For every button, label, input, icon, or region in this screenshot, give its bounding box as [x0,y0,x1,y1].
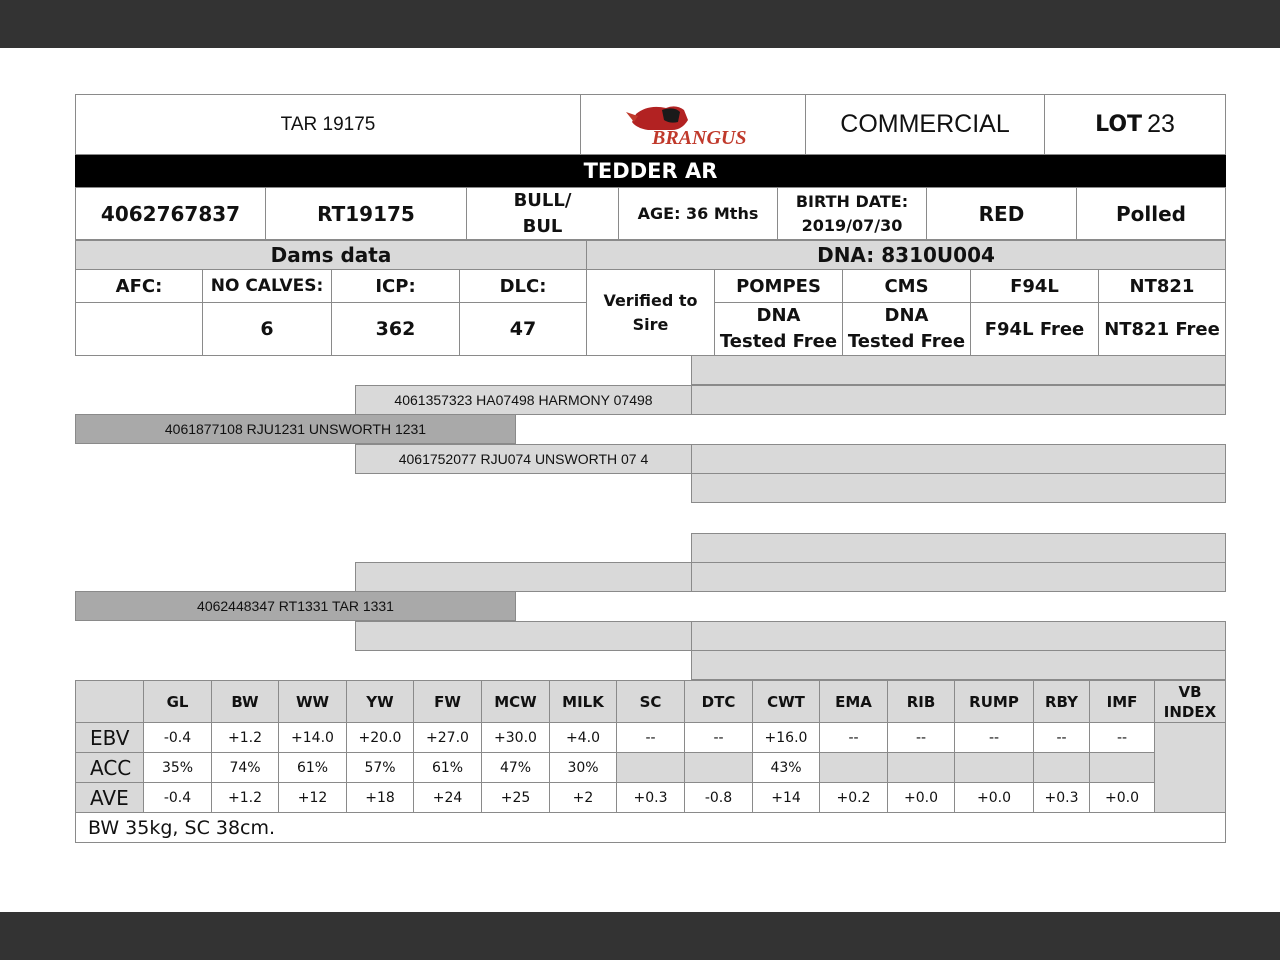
header-rump: RUMP [955,681,1034,723]
ebv-sc: -- [617,723,685,753]
pompes-value-cell [714,302,843,356]
acc-rump [955,753,1034,783]
ave-bw: +1.2 [212,783,279,813]
icp-value: 362 [375,318,416,340]
ave-sc: +0.3 [617,783,685,813]
animal-name-bar [75,155,1226,187]
ident-cell [265,187,467,240]
pedigree-sire [75,414,516,444]
f94l-label-cell [970,269,1099,303]
header-yw: YW [347,681,414,723]
acc-mcw: 47% [482,753,550,783]
pedigree-empty-8 [691,650,1226,680]
row-label-acc: ACC [76,753,144,783]
ebv-corner [76,681,144,723]
acc-fw: 61% [414,753,482,783]
header-dtc: DTC [685,681,753,723]
animal-id: 4062767837 [100,201,241,226]
animal-color: RED [978,201,1025,226]
ave-mcw: +25 [482,783,550,813]
cms-label-cell [842,269,971,303]
row-label-ebv: EBV [76,723,144,753]
category-cell [805,94,1045,155]
sire-dam-label: 4061752077 RJU074 UNSWORTH 07 4 [398,451,649,467]
f94l-label: F94L [1010,275,1059,297]
header-rby: RBY [1034,681,1090,723]
nt821-value: NT821 Free [1104,318,1220,340]
f94l-value: F94L Free [984,318,1085,340]
dlc-value-cell [459,302,587,356]
ebv-mcw: +30.0 [482,723,550,753]
ebv-header-row [76,681,1226,723]
acc-imf [1090,753,1155,783]
ave-yw: +18 [347,783,414,813]
tag-cell [75,94,581,155]
pedigree-empty-1 [691,355,1226,385]
acc-ww: 61% [279,753,347,783]
verified-line1: Verified to [603,290,698,310]
sex-line2: BUL [522,215,563,237]
vb-index-line2: INDEX [1163,702,1217,721]
sex-cell [466,187,619,240]
ebv-ww: +14.0 [279,723,347,753]
acc-cwt: 43% [753,753,820,783]
pedigree-empty-2 [691,385,1226,415]
tag-number: TAR 19175 [280,113,376,135]
afc-value-cell [75,302,203,356]
pedigree-dam-sire [355,562,692,592]
sire-label: 4061877108 RJU1231 UNSWORTH 1231 [164,421,427,437]
afc-label-cell [75,269,203,303]
ave-milk: +2 [550,783,617,813]
category-label: COMMERCIAL [840,110,1010,138]
nt821-value-cell [1098,302,1226,356]
dlc-label: DLC: [499,275,547,297]
dna-header [586,240,1226,270]
pedigree-empty-3 [691,444,1226,474]
sire-sire-label: 4061357323 HA07498 HARMONY 07498 [394,392,653,408]
pompes-label: POMPES [736,275,821,297]
header-ema: EMA [820,681,888,723]
pompes-value-line1: DNA [756,305,801,326]
birth-date: 2019/07/30 [801,215,903,235]
ebv-ema: -- [820,723,888,753]
ebv-fw: +27.0 [414,723,482,753]
pedigree-sire-dam [355,444,692,474]
animal-ident: RT19175 [317,201,415,226]
header-cwt: CWT [753,681,820,723]
dna-title: DNA: 8310U004 [817,243,995,267]
horn-status: Polled [1116,201,1186,226]
header-gl: GL [144,681,212,723]
acc-gl: 35% [144,753,212,783]
ebv-rby: -- [1034,723,1090,753]
svg-text:BRANGUS: BRANGUS [652,126,747,149]
icp-value-cell [331,302,460,356]
nt821-label: NT821 [1129,275,1195,297]
ave-ww: +12 [279,783,347,813]
ave-cwt: +14 [753,783,820,813]
dams-data-header [75,240,587,270]
brand-logo-cell [580,94,806,155]
cms-value-cell [842,302,971,356]
acc-dtc [685,753,753,783]
ave-fw: +24 [414,783,482,813]
dlc-label-cell [459,269,587,303]
birth-date-label: BIRTH DATE: [795,191,909,211]
lot-label: LOT [1095,112,1143,137]
pedigree-dam [75,591,516,621]
icp-label-cell [331,269,460,303]
pedigree-empty-4 [691,473,1226,503]
brangus-logo [618,100,768,150]
calves-label-cell [202,269,332,303]
ebv-cwt: +16.0 [753,723,820,753]
header-ww: WW [279,681,347,723]
lot-number: 23 [1147,110,1175,138]
ave-imf: +0.0 [1090,783,1155,813]
acc-bw: 74% [212,753,279,783]
ebv-bw: +1.2 [212,723,279,753]
ave-rib: +0.0 [888,783,955,813]
dam-label: 4062448347 RT1331 TAR 1331 [197,598,394,614]
verified-cell [586,269,715,356]
acc-rby [1034,753,1090,783]
color-cell [926,187,1077,240]
ebv-gl: -0.4 [144,723,212,753]
header-rib: RIB [888,681,955,723]
lot-cell [1044,94,1226,155]
header-vb-index [1155,681,1226,723]
pedigree-sire-sire [355,385,692,415]
verified-line2: Sire [632,314,669,334]
top-frame-bar [0,0,1280,48]
ave-ema: +0.2 [820,783,888,813]
afc-label: AFC: [115,275,163,297]
cms-value-line2: Tested Free [847,331,966,352]
dlc-value: 47 [509,318,537,340]
age-cell [618,187,778,240]
ebv-dtc: -- [685,723,753,753]
horn-cell [1076,187,1226,240]
vb-index-line1: VB [1178,682,1202,701]
ebv-rump: -- [955,723,1034,753]
header-milk: MILK [550,681,617,723]
pompes-value-line2: Tested Free [719,331,838,352]
calves-value-cell [202,302,332,356]
pompes-label-cell [714,269,843,303]
cms-value-line1: DNA [884,305,929,326]
header-imf: IMF [1090,681,1155,723]
ave-rump: +0.0 [955,783,1034,813]
ave-rby: +0.3 [1034,783,1090,813]
cms-label: CMS [884,275,929,297]
header-bw: BW [212,681,279,723]
header-sc: SC [617,681,685,723]
icp-label: ICP: [375,275,416,297]
pedigree-empty-5 [691,533,1226,563]
note-row [76,813,1226,843]
ave-row [76,783,1226,813]
acc-yw: 57% [347,753,414,783]
acc-rib [888,753,955,783]
acc-ema [820,753,888,783]
header-mcw: MCW [482,681,550,723]
ebv-row [76,723,1226,753]
pedigree-empty-7 [691,621,1226,651]
ebv-milk: +4.0 [550,723,617,753]
dams-data-title: Dams data [270,243,392,267]
pedigree-empty-6 [691,562,1226,592]
header-fw: FW [414,681,482,723]
ebv-yw: +20.0 [347,723,414,753]
acc-row [76,753,1226,783]
nt821-label-cell [1098,269,1226,303]
id-cell [75,187,266,240]
bottom-frame-bar [0,912,1280,960]
f94l-value-cell [970,302,1099,356]
birth-date-cell [777,187,927,240]
row-label-ave: AVE [76,783,144,813]
ebv-rib: -- [888,723,955,753]
ebv-table [75,680,1226,843]
age: AGE: 36 Mths [637,204,759,223]
vb-index-value [1155,723,1226,813]
measurement-note: BW 35kg, SC 38cm. [76,813,1226,843]
ave-dtc: -0.8 [685,783,753,813]
calves-value: 6 [260,318,274,340]
acc-sc [617,753,685,783]
acc-milk: 30% [550,753,617,783]
ebv-imf: -- [1090,723,1155,753]
ave-gl: -0.4 [144,783,212,813]
sex-line1: BULL/ [513,189,572,211]
pedigree-dam-dam [355,621,692,651]
calves-label: NO CALVES: [210,276,324,296]
animal-name: TEDDER AR [583,159,718,183]
